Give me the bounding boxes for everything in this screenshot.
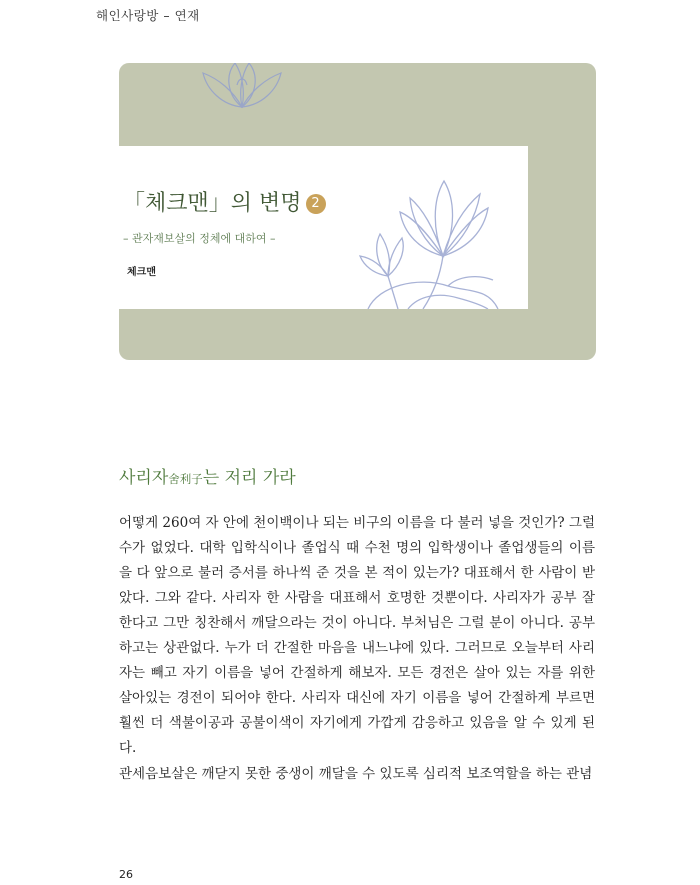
article-title-text: 「체크맨」의 변명 [123, 191, 302, 216]
section-heading [119, 463, 296, 488]
article-author: 체크맨 [127, 267, 156, 278]
lotus-icon [348, 146, 528, 309]
title-card [119, 146, 528, 309]
body-paragraph: 관세음보살은 깨닫지 못한 중생이 깨달을 수 있도록 심리적 보조역할을 하는 관념 [119, 766, 593, 782]
section-heading-hanja: 舍利子 [168, 472, 203, 486]
article-subtitle: – 관자재보살의 정체에 대하여 – [123, 232, 276, 245]
section-heading-tail: 는 저리 가라 [202, 468, 296, 488]
body-paragraph: 어떻게 260여 자 안에 천이백이나 되는 비구의 이름을 다 불러 넣을 것인가? 그럴 수가 없었다. 대학 입학식이나 졸업식 때 수천 명의 입학생이나 졸업생들의 이름을 다 앞으로 불러 증서를 하나씩 준 것을 본 적이 있는가? 대표해서 한 사람이 받았다. 그와 같다. 사리자 한 사람을 대표해서 호명한 것뿐이다. 사리자가 공부 잘한다고 그만 칭찬해서 깨달으라는 것이 아니다. 부처님은 그럴 분이 아니다. 공부하고는 상관없다. 누가 더 간절한 마음을 내느냐에 있다. 그러므로 오늘부터 사리자는 빼고 자기 이름을 넣어 간절하게 해보자. 모든 경전은 살아 있는 자를 위한 살아있는 경전이 되어야 한다. 사리자 대신에 자기 이름을 넣어 간절하게 부르면 훨씬 더 색불이공과 공불이색이 자기에게 가깝게 감응하고 있음을 알 수 있게 된다. [119, 515, 595, 756]
article-title [123, 186, 326, 217]
page-number: 26 [119, 868, 133, 881]
episode-badge: 2 [306, 194, 326, 214]
lotus-icon [197, 63, 287, 110]
running-header: 해인사랑방 – 연재 [96, 8, 200, 23]
section-heading-text: 사리자 [119, 468, 169, 488]
article-banner [119, 63, 596, 360]
